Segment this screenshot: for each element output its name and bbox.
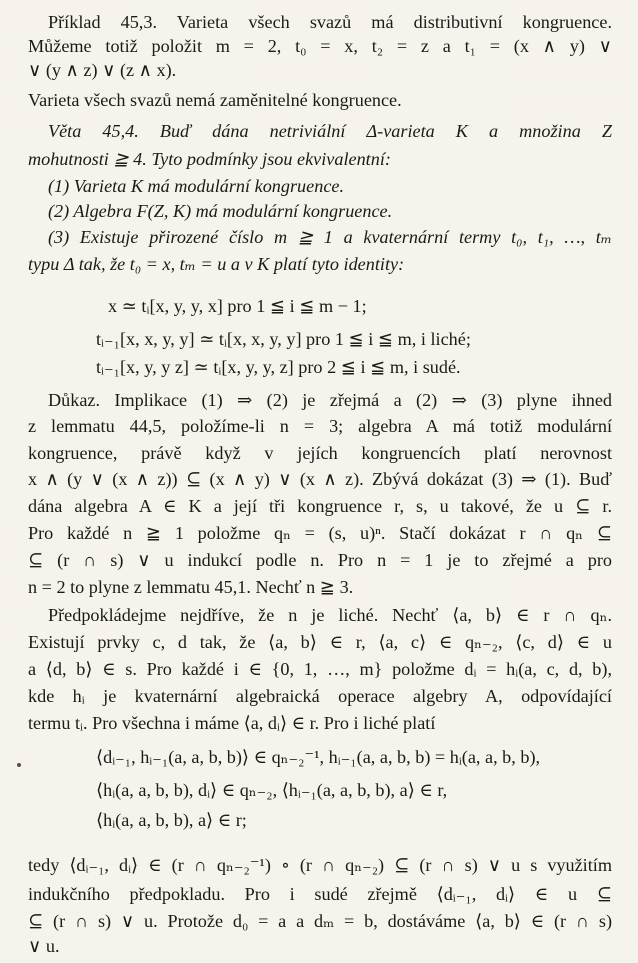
theorem-condition-1: (1) Varieta K má modulární kongruence.: [48, 176, 345, 196]
proof-text-line: termu tᵢ. Pro všechna i máme ⟨a, dᵢ⟩ ∈ r. Pro i liché platí: [28, 713, 436, 733]
proof-text-line: Existují prvky c, d tak, že ⟨a, b⟩ ∈ r, ⟨a, c⟩ ∈ qₙ₋₂, ⟨c, d⟩ ∈ u: [28, 632, 612, 652]
identity-formula-3: tᵢ₋₁[x, y, y z] ≃ tᵢ[x, y, y, z] pro 2 ≦ i ≦ m, i sudé.: [96, 357, 461, 377]
proof-formula-3: ⟨hᵢ(a, a, b, b), a⟩ ∈ r;: [96, 810, 247, 830]
proof-formula-1: ⟨dᵢ₋₁, hᵢ₋₁(a, a, b, b)⟩ ∈ qₙ₋₂⁻¹, hᵢ₋₁(a, a, b, b) = hᵢ(a, a, b, b),: [96, 747, 541, 767]
text-line: ∨ (y ∧ z) ∨ (z ∧ x).: [28, 60, 177, 80]
example-45-3-heading: Příklad 45,3. Varieta všech svazů má distributivní kongruence.: [48, 12, 612, 32]
proof-text-line: ⊆ (r ∩ s) ∨ u indukcí podle n. Pro n = 1 je to zřejmé a pro: [28, 550, 612, 570]
proof-heading-line: Důkaz. Implikace (1) ⇒ (2) je zřejmá a (2) ⇒ (3) plyne ihned: [48, 390, 612, 410]
proof-text-line: ∨ u.: [28, 936, 60, 956]
proof-text-line: kongruence, právě když v jejích kongruencích platí nerovnost: [28, 443, 612, 463]
theorem-condition-2: (2) Algebra F(Z, K) má modulární kongruence.: [48, 201, 393, 221]
proof-text-line: a ⟨d, b⟩ ∈ s. Pro každé i ∈ {0, 1, …, m} položme dᵢ = hᵢ(a, c, d, b),: [28, 659, 612, 679]
proof-text-line: n = 2 to plyne z lemmatu 45,1. Nechť n ≧ 3.: [28, 577, 354, 597]
text-line: Můžeme totiž položit m = 2, t₀ = x, t₂ = z a t₁ = (x ∧ y) ∨: [28, 36, 612, 56]
theorem-text-line: typu Δ tak, že t₀ = x, tₘ = u a v K platí tyto identity:: [28, 254, 405, 274]
identity-formula-1: x ≃ tᵢ[x, y, y, x] pro 1 ≦ i ≦ m − 1;: [108, 296, 367, 316]
theorem-condition-3: (3) Existuje přirozené číslo m ≧ 1 a kvaternární termy t₀, t₁, …, tₘ: [48, 227, 612, 247]
proof-text-line: ⊆ (r ∩ s) ∨ u. Protože d₀ = a a dₘ = b, dostáváme ⟨a, b⟩ ∈ (r ∩ s): [28, 911, 612, 931]
proof-text-line: tedy ⟨dᵢ₋₁, dᵢ⟩ ∈ (r ∩ qₙ₋₂⁻¹) ∘ (r ∩ qₙ₋₂) ⊆ (r ∩ s) ∨ u s využitím: [28, 855, 612, 875]
identity-formula-2: tᵢ₋₁[x, x, y, y] ≃ tᵢ[x, x, y, y] pro 1 ≦ i ≦ m, i liché;: [96, 329, 471, 349]
proof-text-line: indukčního předpokladu. Pro i sudé zřejmě ⟨dᵢ₋₁, dᵢ⟩ ∈ u ⊆: [28, 884, 612, 904]
proof-formula-2: ⟨hᵢ(a, a, b, b), dᵢ⟩ ∈ qₙ₋₂, ⟨hᵢ₋₁(a, a, b, b), a⟩ ∈ r,: [96, 780, 448, 800]
theorem-45-4-heading: Věta 45,4. Buď dána netriviální Δ-varieta K a množina Z: [48, 121, 612, 141]
proof-text-line: Předpokládejme nejdříve, že n je liché. Nechť ⟨a, b⟩ ∈ r ∩ qₙ.: [48, 605, 612, 625]
theorem-text-line: mohutnosti ≧ 4. Tyto podmínky jsou ekvivalentní:: [28, 149, 391, 169]
margin-dot: [17, 763, 21, 767]
proof-text-line: Pro každé n ≧ 1 položme qₙ = (s, u)ⁿ. Stačí dokázat r ∩ qₙ ⊆: [28, 523, 612, 543]
text-line: Varieta všech svazů nemá zaměnitelné kongruence.: [28, 90, 402, 110]
proof-text-line: z lemmatu 44,5, položíme-li n = 3; algebra A má totiž modulární: [28, 416, 612, 436]
proof-text-line: kde hᵢ je kvaternární algebraická operace algebry A, odpovídající: [28, 686, 612, 706]
proof-text-line: x ∧ (y ∨ (x ∧ z)) ⊆ (x ∧ y) ∨ (x ∧ z). Zbývá dokázat (3) ⇒ (1). Buď: [28, 469, 612, 489]
proof-text-line: dána algebra A ∈ K a její tři kongruence r, s, u takové, že u ⊆ r.: [28, 496, 612, 516]
